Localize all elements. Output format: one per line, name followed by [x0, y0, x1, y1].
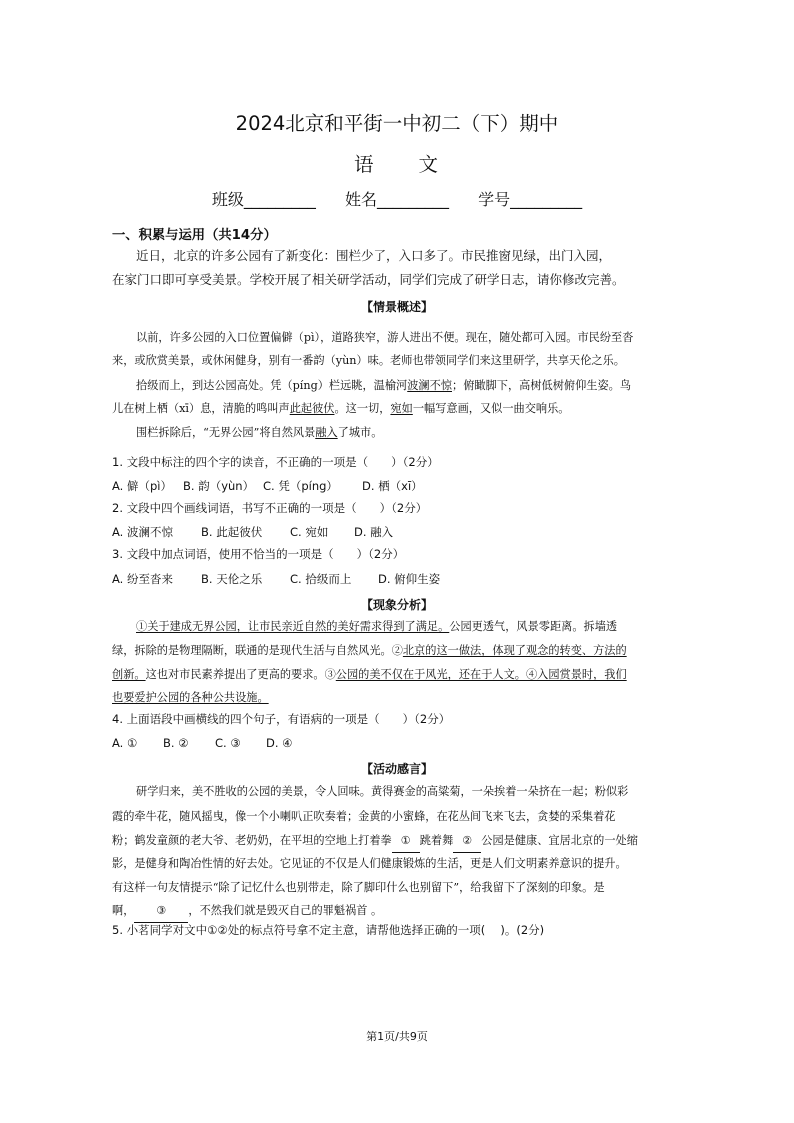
student-info: [0, 187, 794, 210]
blank-3: ③: [134, 899, 188, 923]
q4-option-b: B. ②: [163, 736, 189, 750]
q1-option-d: D. 栖（xī）: [362, 479, 423, 493]
q3-option-b: B. 天伦之乐: [201, 572, 263, 586]
q2-option-d: D. 融入: [354, 525, 394, 539]
analysis-line: 创新。这也对市民素养提出了更高的要求。③公园的美不仅在于风光，还在于人文。④入园赏景时，我们: [112, 668, 627, 681]
scene-line: 来，或欣赏美景，或休闲健身，别有一番韵（yùn）味。老师也带领同学们来这里研学，共享天伦之乐。: [112, 354, 625, 367]
section-title: 一、积累与运用（共14分）: [112, 228, 277, 243]
q3-option-a: A. 纷至沓来: [112, 572, 173, 586]
intro-line: 近日，北京的许多公园有了新变化：围栏少了，入口多了。市民推窗见绿，出门入园，: [136, 248, 612, 263]
scene-line: 围栏拆除后，“无界公园”将自然风景融入了城市。: [136, 426, 383, 439]
class-field: 班级_________: [211, 190, 316, 209]
intro-line: 在家门口即可享受美景。学校开展了相关研学活动，同学们完成了研学日志，请你修改完善。: [112, 272, 625, 287]
q1-option-b: B. 韵（yùn）: [183, 479, 255, 493]
scene-line: 拾级而上，到达公园高处。凭（píng）栏远眺，温榆河波澜不惊；俯瞰脚下，高树低树俯仰生姿。鸟: [136, 379, 632, 392]
analysis-line: ①关于建成无界公园，让市民亲近自然的美好需求得到了满足。公园更透气，风景零距离。拆墙透: [136, 620, 618, 633]
q4-option-a: A. ①: [112, 736, 138, 750]
scene-heading: 【情景概述】: [360, 300, 433, 314]
question-5: 5. 小茗同学对文中①②处的标点符号拿不定主意，请帮他选择正确的一项( )。(2分): [112, 923, 545, 937]
question-1: 1. 文段中标注的四个字的读音，不正确的一项是（ ）（2分）: [112, 455, 439, 469]
subject-title: 语 文: [353, 153, 440, 176]
q2-option-c: C. 宛如: [290, 525, 329, 539]
q3-option-c: C. 拾级而上: [290, 572, 352, 586]
activity-line: 有这样一句友情提示“除了记忆什么也别带走，除了脚印什么也别留下”，给我留下了深刻的印象。是: [112, 881, 605, 894]
activity-line: 霞的牵牛花，随风摇曳，像一个小喇叭正吹奏着；金黄的小蜜蜂，在花丛间飞来飞去，贪婪的采集着花: [112, 810, 616, 823]
activity-heading: 【活动感言】: [360, 762, 433, 776]
activity-line: 影，是健身和陶冶性情的好去处。它见证的不仅是人们健康锻炼的生活，更是人们文明素养意识的提升。: [112, 857, 627, 870]
analysis-line: 也要爱护公园的各种公共设施。: [112, 691, 269, 704]
underlined-word: 宛如: [390, 402, 413, 415]
underlined-word: 融入: [315, 426, 338, 439]
page-number: 第1页/共9页: [366, 1030, 428, 1043]
page-title: 2024北京和平街一中初二（下）期中: [235, 112, 559, 135]
question-4: 4. 上面语段中画横线的四个句子，有语病的一项是（ ）（2分）: [112, 712, 451, 726]
q1-option-c: C. 凭（píng）: [263, 479, 338, 493]
scene-line: 以前，许多公园的入口位置偏僻（pì），道路狭窄，游人进出不便。现在，随处都可入园。市民纷至沓: [136, 331, 634, 344]
q2-option-a: A. 波澜不惊: [112, 525, 173, 539]
blank-2: ②: [453, 829, 481, 853]
q4-option-d: D. ④: [266, 736, 293, 750]
question-2: 2. 文段中四个画线词语，书写不正确的一项是（ ）（2分）: [112, 501, 428, 515]
underlined-word: 波澜不惊: [407, 379, 452, 392]
q3-option-d: D. 俯仰生姿: [378, 572, 441, 586]
blank-1: ①: [392, 829, 420, 853]
question-3: 3. 文段中加点词语，使用不恰当的一项是（ ）（2分）: [112, 547, 405, 561]
q1-option-a: A. 僻（pì）: [112, 479, 172, 493]
id-field: 学号_________: [478, 190, 583, 209]
activity-line: 啊， ③ ，不然我们就是毁灭自己的罪魁祸首 。: [112, 899, 382, 923]
q4-option-c: C. ③: [215, 736, 241, 750]
analysis-line: 绿，拆除的是物理隔断，联通的是现代生活与自然风光。②北京的这一做法，体现了观念的转变、方法的: [112, 644, 627, 657]
underlined-word: 此起彼伏: [289, 402, 335, 415]
q2-option-b: B. 此起彼伏: [201, 525, 263, 539]
scene-line: 儿在树上栖（xī）息，清脆的鸣叫声此起彼伏。这一切，宛如一幅写意画，又似一曲交响乐。: [112, 402, 570, 415]
activity-line: 粉；鹤发童颜的老大爷、老奶奶，在平坦的空地上打着拳 ① 跳着舞 ② 公园是健康、宜居北京的一处缩: [112, 829, 638, 853]
analysis-heading: 【现象分析】: [360, 598, 433, 612]
name-field: 姓名_________: [344, 190, 449, 209]
activity-line: 研学归来，美不胜收的公园的美景，令人回味。黄得赛金的高粱菊，一朵挨着一朵挤在一起；粉似彩: [136, 785, 629, 798]
